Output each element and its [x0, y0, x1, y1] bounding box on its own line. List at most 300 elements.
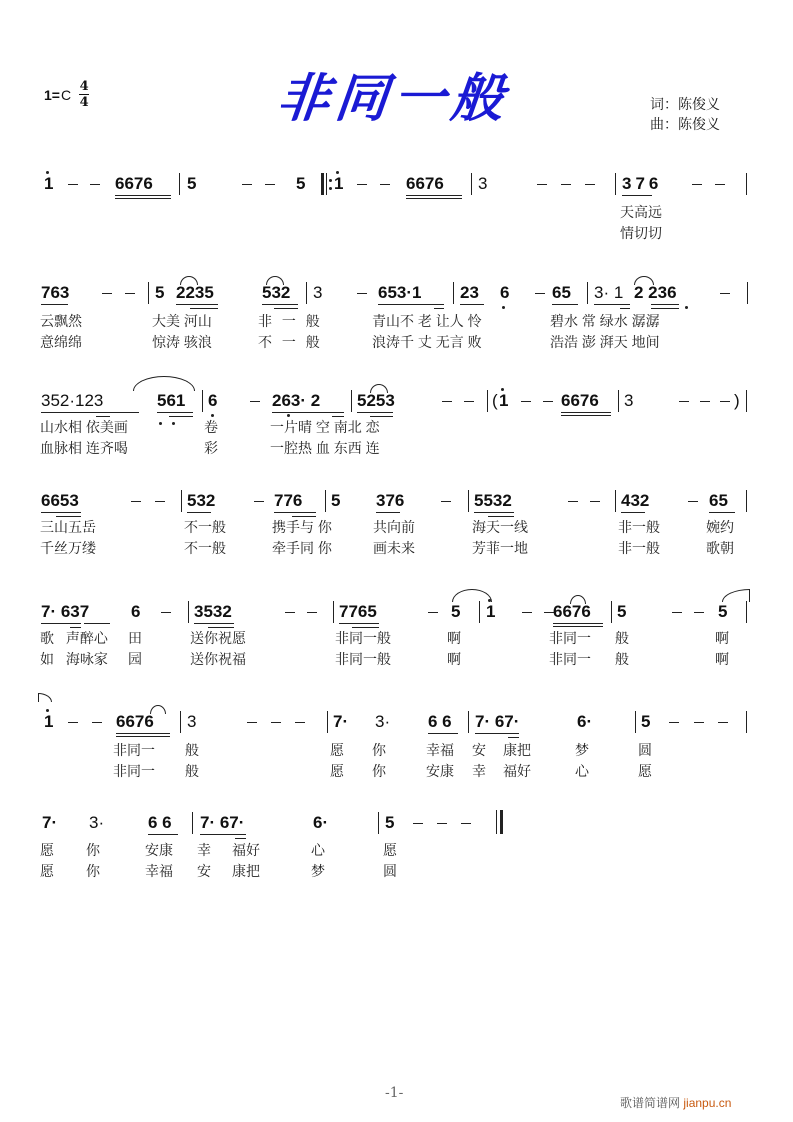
- note: 5: [187, 174, 197, 193]
- dash: [537, 184, 547, 185]
- underline: [376, 512, 400, 513]
- lyrics-verse-1: 歌 声醉心: [40, 630, 108, 646]
- underline-2: [370, 416, 393, 417]
- watermark-en: jianpu.cn: [683, 1096, 732, 1110]
- close-paren: ): [734, 391, 740, 410]
- lyrics-verse-2: 情切切: [620, 225, 662, 241]
- double-underline: [116, 733, 170, 737]
- underline: [552, 304, 578, 305]
- dash: [125, 293, 135, 294]
- repeat-dot: [329, 179, 332, 182]
- barline: [747, 282, 748, 304]
- underline: [460, 304, 484, 305]
- barline: [202, 390, 203, 412]
- notes-532: 532: [187, 491, 216, 510]
- notes-6676: 6676: [561, 391, 599, 410]
- notes-23: 23: [460, 283, 479, 302]
- dash: [522, 612, 532, 613]
- lyrics-verse-2: 康把: [232, 863, 260, 879]
- lyrics-verse-2: 福好: [503, 763, 531, 779]
- barline: [468, 711, 469, 733]
- note: 5: [331, 491, 341, 510]
- lyrics-verse-1: 愿: [383, 842, 397, 858]
- dash: [250, 401, 260, 402]
- underline-2: [208, 627, 234, 628]
- dash: [357, 184, 367, 185]
- note: 5: [155, 283, 165, 302]
- underline-2: [96, 416, 110, 417]
- note: 5: [296, 174, 306, 193]
- notes-26-3-2: 263· 2: [272, 391, 321, 410]
- notes-432: 432: [621, 491, 650, 510]
- dash: [585, 184, 595, 185]
- dash: [265, 184, 275, 185]
- notes-3-1: 3· 1: [594, 283, 624, 302]
- lyrics-verse-1: 圆: [638, 742, 652, 758]
- lyrics-verse-1: 幸福: [426, 742, 454, 758]
- lyrics-verse-2: 浩浩 澎 湃天 地间: [550, 334, 660, 350]
- dash: [521, 401, 531, 402]
- time-signature: [79, 80, 89, 109]
- song-title: 非同一般: [274, 68, 513, 129]
- lyrics-verse-2: 你: [372, 763, 386, 779]
- note: 5: [641, 712, 651, 731]
- dash: [90, 184, 100, 185]
- underline: [651, 304, 679, 305]
- lyrics-verse-1: 般: [615, 630, 629, 646]
- barline: [615, 490, 616, 512]
- underline-2: [56, 516, 81, 517]
- notes-561: 561: [157, 391, 186, 410]
- barline: [611, 601, 612, 623]
- note: 6: [500, 283, 510, 302]
- double-underline: [561, 412, 611, 416]
- dash: [437, 823, 447, 824]
- page-number: -1-: [385, 1085, 404, 1101]
- underline-2: [169, 416, 193, 417]
- notes-7-6-7: 7· 67·: [200, 813, 245, 832]
- underline-2: [190, 308, 218, 309]
- lyrics-verse-2: 牵手同 你: [272, 540, 332, 556]
- lyrics-verse-1: 一片晴 空 南北 恋: [270, 419, 380, 435]
- barline: [192, 812, 193, 834]
- underline: [428, 733, 458, 734]
- barline: [306, 282, 307, 304]
- lyrics-verse-1: 碧水 常 绿水 潺潺: [550, 313, 660, 329]
- dash: [92, 722, 102, 723]
- open-paren: (: [492, 391, 498, 410]
- underline: [475, 733, 519, 734]
- notes-6676: 6676: [406, 174, 444, 193]
- lyrics-verse-1: 青山不 老 让人 怜: [372, 313, 482, 329]
- dash: [543, 401, 553, 402]
- lyrics-verse-2: 愿: [330, 763, 344, 779]
- underline: [41, 512, 81, 513]
- dash: [720, 293, 730, 294]
- lyricist: 词：陈俊义: [650, 96, 720, 112]
- note: 6·: [577, 712, 593, 731]
- lyrics-verse-1: 福好: [232, 842, 260, 858]
- lyrics-verse-2: 幸: [472, 763, 486, 779]
- low-dot: [159, 422, 162, 425]
- underline: [622, 195, 652, 196]
- watermark: [620, 1094, 731, 1111]
- lyrics-verse-2: 般: [615, 651, 629, 667]
- final-barline-thick: [500, 810, 503, 834]
- lyrics-verse-2: 愿: [638, 763, 652, 779]
- barline: [453, 282, 454, 304]
- underline: [621, 512, 645, 513]
- underline-2: [70, 627, 81, 628]
- lyrics-verse-2: 园: [128, 651, 142, 667]
- notes-6653: 6653: [41, 491, 79, 510]
- credits: [650, 94, 720, 134]
- lyrics-verse-2: 彩: [204, 440, 218, 456]
- notes-776: 776: [274, 491, 303, 510]
- dash: [68, 184, 78, 185]
- note: 1: [486, 602, 496, 621]
- dash: [254, 501, 264, 502]
- lyrics-verse-1: 般: [185, 742, 199, 758]
- lyrics-verse-2: 安: [197, 863, 211, 879]
- dash: [720, 401, 730, 402]
- lyrics-verse-1: 安康: [145, 842, 173, 858]
- lyrics-verse-1: 非一般: [618, 519, 660, 535]
- underline: [709, 512, 735, 513]
- dash: [428, 612, 438, 613]
- dash: [669, 722, 679, 723]
- dash: [535, 293, 545, 294]
- dash: [461, 823, 471, 824]
- notes-66: 6 6: [148, 813, 172, 832]
- notes-65: 65: [709, 491, 728, 510]
- lyrics-verse-1: 你: [86, 842, 100, 858]
- barline: [188, 601, 189, 623]
- lyrics-verse-2: 惊涛 骇浪: [152, 334, 212, 350]
- lyrics-verse-2: 血脉相 连齐喝: [40, 440, 128, 456]
- note: 3: [187, 712, 197, 731]
- lyrics-verse-1: 梦: [575, 742, 589, 758]
- lyrics-verse-1: 非 一 般: [258, 313, 320, 329]
- notes-22236: 2 236: [634, 283, 677, 302]
- low-dot: [287, 414, 290, 417]
- barline: [471, 173, 472, 195]
- dash: [442, 401, 452, 402]
- lyrics-verse-2: 非一般: [618, 540, 660, 556]
- barline: [468, 490, 469, 512]
- repeat-dot: [329, 187, 332, 190]
- underline-2: [352, 627, 379, 628]
- barline: [179, 173, 180, 195]
- dash: [380, 184, 390, 185]
- dash: [718, 722, 728, 723]
- dash: [700, 401, 710, 402]
- dash: [692, 184, 702, 185]
- dash: [441, 501, 451, 502]
- low-dot: [685, 306, 688, 309]
- lyrics-verse-1: 非同一: [549, 630, 591, 646]
- dash: [590, 501, 600, 502]
- lyrics-verse-1: 心: [311, 842, 325, 858]
- dash: [413, 823, 423, 824]
- barline: [351, 390, 352, 412]
- lyrics-verse-2: 梦: [311, 863, 325, 879]
- note: 3·: [89, 813, 105, 832]
- barline: [635, 711, 636, 733]
- lyrics-verse-1: 云飘然: [40, 313, 82, 329]
- underline: [41, 412, 139, 413]
- dash: [242, 184, 252, 185]
- note: 3: [478, 174, 488, 193]
- note: 6·: [313, 813, 329, 832]
- lyrics-verse-2: 心: [575, 763, 589, 779]
- dash: [679, 401, 689, 402]
- lyrics-verse-2: 般: [185, 763, 199, 779]
- underline: [157, 412, 193, 413]
- lyrics-verse-2: 非同一: [113, 763, 155, 779]
- barline: [378, 812, 379, 834]
- barline: [618, 390, 619, 412]
- note: 6: [208, 391, 218, 410]
- lyrics-verse-1: 婉约: [706, 519, 734, 535]
- lyrics-verse-1: 山水相 依美画: [40, 419, 128, 435]
- lyrics-verse-2: 啊: [715, 651, 729, 667]
- underline: [262, 304, 298, 305]
- underline: [594, 304, 630, 305]
- underline: [200, 834, 246, 835]
- lyrics-verse-1: 啊: [715, 630, 729, 646]
- repeat-start-thin: [326, 173, 327, 195]
- barline: [615, 173, 616, 195]
- time-sig-bottom: 4: [79, 95, 89, 110]
- barline: [333, 601, 334, 623]
- notes-763: 763: [41, 283, 70, 302]
- lyrics-verse-1: 愿: [330, 742, 344, 758]
- lyrics-verse-1: 康把: [503, 742, 531, 758]
- lyrics-verse-2: 不一般: [184, 540, 226, 556]
- dash: [285, 612, 295, 613]
- notes-66: 6 6: [428, 712, 452, 731]
- barline: [180, 711, 181, 733]
- dash: [68, 722, 78, 723]
- double-underline: [553, 623, 603, 627]
- barline: [325, 490, 326, 512]
- lyrics-verse-1: 海天一线: [472, 519, 528, 535]
- lyrics-verse-2: 不 一 般: [258, 334, 320, 350]
- notes-6676: 6676: [116, 712, 154, 731]
- barline: [148, 282, 149, 304]
- lyrics-verse-1: 安: [472, 742, 486, 758]
- note: 5: [617, 602, 627, 621]
- underline-2: [292, 516, 316, 517]
- low-dot: [172, 422, 175, 425]
- dash: [672, 612, 682, 613]
- lyrics-verse-2: 芳菲一地: [472, 540, 528, 556]
- underline: [187, 512, 211, 513]
- lyrics-verse-1: 非同一般: [335, 630, 391, 646]
- lyrics-verse-2: 非同一: [549, 651, 591, 667]
- underline-2: [508, 737, 519, 738]
- underline: [41, 304, 68, 305]
- underline: [194, 623, 234, 624]
- note: 1: [44, 712, 54, 731]
- underline-2: [235, 838, 246, 839]
- lyrics-verse-2: 浪涛千 丈 无言 败: [372, 334, 482, 350]
- time-sig-top: 4: [79, 79, 89, 94]
- lyrics-verse-2: 愿: [40, 863, 54, 879]
- high-dot: [501, 388, 504, 391]
- double-underline: [406, 195, 462, 199]
- final-barline-thin: [496, 810, 497, 834]
- underline-2: [488, 516, 514, 517]
- note: 1: [499, 391, 509, 410]
- dash: [694, 722, 704, 723]
- barline: [479, 601, 480, 623]
- notes-653: 653·1: [378, 283, 422, 302]
- barline: [746, 711, 747, 733]
- barline: [487, 390, 488, 412]
- notes-376: 376: [376, 491, 405, 510]
- notes-6676: 6676: [115, 174, 153, 193]
- note: 6: [131, 602, 141, 621]
- dash: [715, 184, 725, 185]
- note: 7·: [333, 712, 349, 731]
- lyrics-verse-1: 田: [128, 630, 142, 646]
- lyrics-verse-1: 天高远: [620, 204, 662, 220]
- underline: [41, 623, 81, 624]
- watermark-cn: 歌谱简谱网: [620, 1096, 681, 1110]
- dash: [568, 501, 578, 502]
- tie-continuation: [38, 693, 52, 702]
- dash: [464, 401, 474, 402]
- dash: [357, 293, 367, 294]
- high-dot: [488, 599, 491, 602]
- lyrics-verse-1: 愿: [40, 842, 54, 858]
- lyrics-verse-1: 幸: [197, 842, 211, 858]
- notes-3532: 3532: [194, 602, 232, 621]
- barline: [181, 490, 182, 512]
- notes-2235: 2235: [176, 283, 214, 302]
- underline: [339, 623, 379, 624]
- lyrics-verse-1: 啊: [447, 630, 461, 646]
- note: 1: [44, 174, 54, 193]
- underline: [474, 512, 514, 513]
- underline: [176, 304, 218, 305]
- note: 3: [624, 391, 634, 410]
- dash: [161, 612, 171, 613]
- double-underline: [115, 195, 171, 199]
- low-dot: [211, 414, 214, 417]
- dash: [155, 501, 165, 502]
- dash: [247, 722, 257, 723]
- notes-532: 532: [262, 283, 291, 302]
- barline: [746, 490, 747, 512]
- composer: 曲：陈俊义: [650, 116, 720, 132]
- notes-7765: 7765: [339, 602, 377, 621]
- key-note: C: [60, 86, 72, 103]
- note: 1: [334, 174, 344, 193]
- dash: [694, 612, 704, 613]
- underline: [272, 412, 344, 413]
- lyrics-verse-2: 安康: [426, 763, 454, 779]
- lyrics-verse-2: 意绵绵: [40, 334, 82, 350]
- barline: [327, 711, 328, 733]
- tie: [452, 589, 492, 602]
- lyrics-verse-1: 卷: [204, 419, 218, 435]
- barline: [746, 173, 747, 195]
- dash: [271, 722, 281, 723]
- key-label: 1=: [44, 86, 60, 103]
- lyrics-verse-2: 千丝万缕: [40, 540, 96, 556]
- underline-2: [651, 308, 679, 309]
- underline: [84, 623, 110, 624]
- underline: [378, 304, 444, 305]
- dash: [102, 293, 112, 294]
- lyrics-verse-1: 携手与 你: [272, 519, 332, 535]
- lyrics-verse-1: 不一般: [184, 519, 226, 535]
- high-dot: [336, 171, 339, 174]
- note: 7·: [42, 813, 58, 832]
- lyrics-verse-2: 送你祝福: [190, 651, 246, 667]
- lyrics-verse-1: 送你祝愿: [190, 630, 246, 646]
- notes-65: 65: [552, 283, 571, 302]
- lyrics-verse-1: 大美 河山: [152, 313, 212, 329]
- dash: [131, 501, 141, 502]
- underline-2: [620, 308, 630, 309]
- lyrics-verse-1: 三山五岳: [40, 519, 96, 535]
- underline-2: [274, 308, 298, 309]
- lyrics-verse-2: 圆: [383, 863, 397, 879]
- barline: [587, 282, 588, 304]
- notes-376: 376: [622, 174, 663, 193]
- high-dot: [46, 709, 49, 712]
- underline-2: [332, 416, 344, 417]
- note: 3·: [375, 712, 391, 731]
- dash: [307, 612, 317, 613]
- key-signature: [44, 80, 89, 109]
- slur-long: [133, 376, 195, 391]
- note: 5: [385, 813, 395, 832]
- underline: [357, 412, 393, 413]
- barline: [746, 390, 747, 412]
- lyrics-verse-1: 共向前: [373, 519, 415, 535]
- lyrics-verse-2: 啊: [447, 651, 461, 667]
- notes-6676: 6676: [553, 602, 591, 621]
- barline: [746, 601, 747, 623]
- underline-2: [434, 308, 444, 309]
- notes-7-6-7: 7· 67·: [475, 712, 520, 731]
- lyrics-verse-2: 歌朝: [706, 540, 734, 556]
- notes-352-123: 352·123: [41, 391, 104, 410]
- lyrics-verse-2: 非同一般: [335, 651, 391, 667]
- lyrics-verse-2: 一腔热 血 东西 连: [270, 440, 380, 456]
- notes-5253: 5253: [357, 391, 395, 410]
- lyrics-verse-1: 非同一: [113, 742, 155, 758]
- lyrics-verse-1: 你: [372, 742, 386, 758]
- note: 3: [313, 283, 323, 302]
- lyrics-verse-2: 画未来: [373, 540, 415, 556]
- low-dot: [502, 306, 505, 309]
- high-dot: [46, 171, 49, 174]
- dash: [688, 501, 698, 502]
- dash: [295, 722, 305, 723]
- underline: [148, 834, 178, 835]
- note: 5: [451, 602, 461, 621]
- note: 5: [718, 602, 728, 621]
- lyrics-verse-2: 你: [86, 863, 100, 879]
- lyrics-verse-2: 幸福: [145, 863, 173, 879]
- notes-5532: 5532: [474, 491, 512, 510]
